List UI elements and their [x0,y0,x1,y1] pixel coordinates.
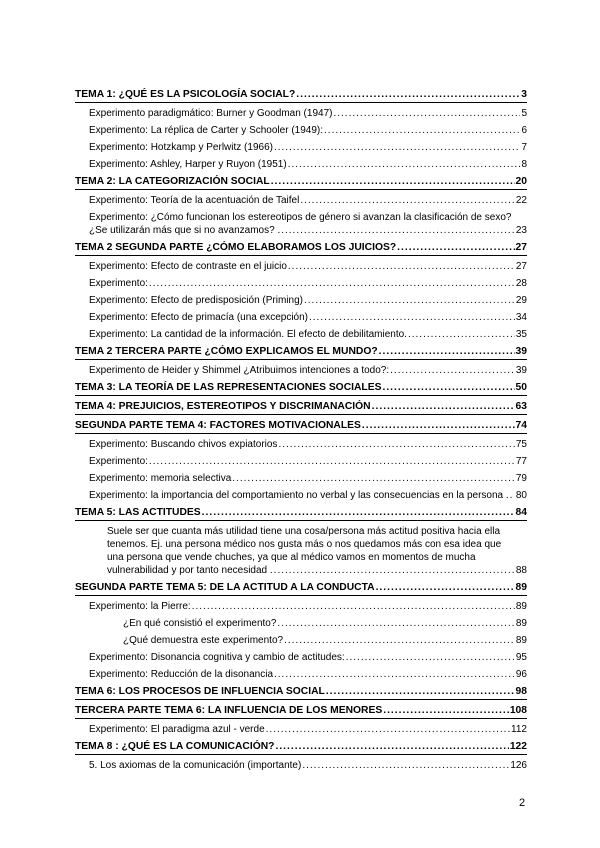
heading-rule [75,754,527,755]
toc-entry-title: Experimento: Hotzkamp y Perlwitz (1966) [89,142,273,153]
dot-leader [333,107,520,120]
toc-entry[interactable] [89,107,527,120]
toc-entry[interactable] [89,723,527,736]
toc-entry-title: Experimento: [89,278,148,289]
toc-entry-page: 89 [515,618,527,629]
heading-rule [75,718,527,719]
toc-entry[interactable] [89,194,527,207]
dot-leader [376,581,515,594]
toc-entry[interactable] [89,364,527,377]
toc-entry-title: TEMA 2 TERCERA PARTE ¿CÓMO EXPLICAMOS EL MUNDO? [75,346,378,357]
toc-entry-title: TEMA 2: LA CATEGORIZACIÓN SOCIAL [75,176,270,187]
toc-entry-title: TERCERA PARTE TEMA 6: LA INFLUENCIA DE LOS MENORES [75,705,383,716]
toc-entry[interactable] [89,668,527,681]
toc-entry[interactable] [123,634,527,647]
toc-entry-title: Experimento: memoria selectiva [89,473,232,484]
heading-rule [75,395,527,396]
toc-entry-page: 63 [515,401,527,412]
toc-entry-page: 89 [515,582,527,593]
toc-entry[interactable] [89,600,527,613]
toc-entry-page: 50 [515,382,527,393]
toc-heading[interactable] [75,419,527,434]
dot-leader [288,260,515,273]
toc-entry[interactable] [89,277,527,290]
dot-leader: ............................................................... [277,225,516,236]
toc-heading[interactable] [75,175,527,190]
toc-entry-page: 35 [515,329,527,340]
toc-entry-page: 7 [521,142,527,153]
table-of-contents [75,88,527,772]
toc-entry-page: 88 [515,565,527,576]
toc-entry-title: TEMA 4: PREJUICIOS, ESTEREOTIPOS Y DISCRIMANACIÓN [75,401,371,412]
toc-heading[interactable] [75,345,527,360]
dot-leader: .. [505,490,514,501]
toc-entry-title: Experimento de Heider y Shimmel ¿Atribuimos intenciones a todo?: [89,365,390,376]
toc-entry[interactable] [89,759,527,772]
toc-entry-title: Experimento: ¿Cómo funcionan los estereotipos de género si avanzan la clasificación de sexo? ¿Se utilizarán más que si no avanzamos? [89,212,512,236]
toc-entry[interactable] [89,489,527,502]
dot-leader [372,400,515,413]
toc-entry-page: 89 [515,601,527,612]
toc-entry-page: 34 [515,312,527,323]
toc-entry-title: TEMA 8 : ¿QUÉ ES LA COMUNICACIÓN? [75,741,275,752]
toc-heading[interactable] [75,400,527,415]
dot-leader [149,455,515,468]
heading-rule [75,359,527,360]
toc-entry-page: 5 [521,108,527,119]
toc-entry-title: Experimento: El paradigma azul - verde [89,724,265,735]
toc-entry[interactable] [89,211,527,237]
dot-leader [326,685,515,698]
dot-leader [408,328,515,341]
page-number: 2 [519,797,526,809]
toc-heading[interactable] [75,241,527,256]
dot-leader [266,723,510,736]
dot-leader [275,740,508,753]
dot-leader [397,241,514,254]
toc-entry-page: 74 [515,420,527,431]
toc-heading[interactable] [75,704,527,719]
dot-leader [288,158,521,171]
toc-entry-title: Experimento: Efecto de primacía (una excepción) [89,312,308,323]
toc-entry[interactable] [89,141,527,154]
toc-entry-page: 20 [515,176,527,187]
toc-entry-title: Experimento: Ashley, Harper y Ruyon (1951) [89,159,287,170]
toc-entry-page: 89 [515,635,527,646]
toc-entry[interactable] [123,617,527,630]
toc-entry-title: Experimento: Buscando chivos expiatorios [89,439,278,450]
heading-rule [75,520,527,521]
dot-leader [304,294,515,307]
toc-entry-page: 112 [511,724,527,735]
toc-entry-page: 75 [515,439,527,450]
toc-entry-page: 80 [515,490,527,501]
toc-entry[interactable] [89,311,527,324]
dot-leader: ................................................................. [269,565,516,576]
dot-leader [362,419,515,432]
toc-heading[interactable] [75,581,527,596]
toc-entry-title: 5. Los axiomas de la comunicación (importante) [89,760,302,771]
toc-entry[interactable] [89,294,527,307]
toc-entry-page: 126 [510,760,527,771]
toc-entry-page: 27 [515,242,527,253]
dot-leader [271,175,515,188]
toc-entry-page: 39 [515,346,527,357]
toc-entry[interactable] [89,158,527,171]
toc-entry[interactable] [89,472,527,485]
toc-entry-title: Experimento: Teoría de la acentuación de Taifel [89,195,300,206]
toc-entry[interactable] [89,328,527,341]
dot-leader [379,345,515,358]
toc-entry[interactable] [89,455,527,468]
toc-entry-title: Experimento: La cantidad de la información. El efecto de debilitamiento. [89,329,407,340]
toc-entry[interactable] [107,525,527,577]
toc-heading[interactable] [75,685,527,700]
toc-heading[interactable] [75,381,527,396]
toc-entry-page: 3 [521,89,527,100]
dot-leader [232,472,515,485]
toc-heading[interactable] [75,88,527,103]
toc-entry-title: SEGUNDA PARTE TEMA 5: DE LA ACTITUD A LA CONDUCTA [75,582,375,593]
dot-leader [202,506,515,519]
dot-leader [274,141,520,154]
toc-entry-title: SEGUNDA PARTE TEMA 4: FACTORES MOTIVACIONALES [75,420,361,431]
toc-entry-title: TEMA 3: LA TEORÍA DE LAS REPRESENTACIONES SOCIALES [75,382,382,393]
toc-entry-page: 8 [521,159,527,170]
dot-leader [309,311,515,324]
dot-leader [383,704,509,717]
toc-entry-page: 96 [515,669,527,680]
dot-leader [296,88,520,101]
toc-entry-page: 23 [515,225,527,236]
heading-rule [75,189,527,190]
toc-entry-page: 95 [515,652,527,663]
toc-entry-page: 29 [515,295,527,306]
toc-entry-page: 108 [509,705,527,716]
toc-entry-title: TEMA 5: LAS ACTITUDES [75,507,201,518]
heading-rule [75,595,527,596]
toc-entry-title: Experimento: La réplica de Carter y Schooler (1949): [89,125,324,136]
toc-entry-page: 77 [515,456,527,467]
toc-entry-page: 6 [521,125,527,136]
dot-leader [278,438,514,451]
toc-entry-page: 39 [515,365,527,376]
toc-entry[interactable] [89,260,527,273]
dot-leader [346,651,515,664]
toc-entry-title: Experimento: Disonancia cognitiva y cambio de actitudes: [89,652,345,663]
dot-leader [300,194,515,207]
toc-entry-title: Experimento: Efecto de predisposición (Priming) [89,295,303,306]
dot-leader [324,124,520,137]
toc-entry-page: 27 [515,261,527,272]
toc-entry-page: 84 [515,507,527,518]
toc-entry-title: Experimento paradigmático: Burner y Goodman (1947) [89,108,333,119]
toc-entry-title: ¿Qué demuestra este experimento? [123,635,284,646]
heading-rule [75,102,527,103]
dot-leader [382,381,514,394]
toc-entry-title: TEMA 2 SEGUNDA PARTE ¿CÓMO ELABORAMOS LOS JUICIOS? [75,242,397,253]
dot-leader [274,668,515,681]
toc-entry-title: Experimento: Reducción de la disonancia [89,669,273,680]
toc-entry-title: Experimento: la Pierre: [89,601,191,612]
dot-leader [149,277,515,290]
toc-heading[interactable] [75,506,527,521]
toc-entry-title: Suele ser que cuanta más utilidad tiene una cosa/persona más actitud positiva hacia ella tenemos. Ej. una persona médico nos gusta más o nos quedamos más con esa idea que una persona que vende chuches, ya que al médico vamos en momentos de mucha vulnerabilidad y por tanto necesidad [107,526,502,576]
toc-entry-page: 98 [515,686,527,697]
toc-entry-title: Experimento: la importancia del comportamiento no verbal y las consecuencias en la persona [89,490,504,501]
dot-leader [302,759,509,772]
heading-rule [75,433,527,434]
dot-leader [284,634,515,647]
toc-heading[interactable] [75,740,527,755]
toc-entry[interactable] [89,651,527,664]
toc-entry-title: Experimento: [89,456,148,467]
toc-entry[interactable] [89,438,527,451]
toc-entry-title: ¿En qué consistió el experimento? [123,618,277,629]
toc-entry-page: 28 [515,278,527,289]
dot-leader [277,617,514,630]
heading-rule [75,414,527,415]
toc-entry[interactable] [89,124,527,137]
toc-entry-page: 22 [515,195,527,206]
heading-rule [75,699,527,700]
toc-entry-title: TEMA 1: ¿QUÉ ES LA PSICOLOGÍA SOCIAL? [75,89,296,100]
dot-leader [192,600,515,613]
dot-leader [390,364,515,377]
toc-entry-title: Experimento: Efecto de contraste en el juicio [89,261,287,272]
toc-entry-page: 79 [515,473,527,484]
toc-entry-page: 122 [509,741,527,752]
heading-rule [75,255,527,256]
toc-entry-title: TEMA 6: LOS PROCESOS DE INFLUENCIA SOCIAL [75,686,325,697]
